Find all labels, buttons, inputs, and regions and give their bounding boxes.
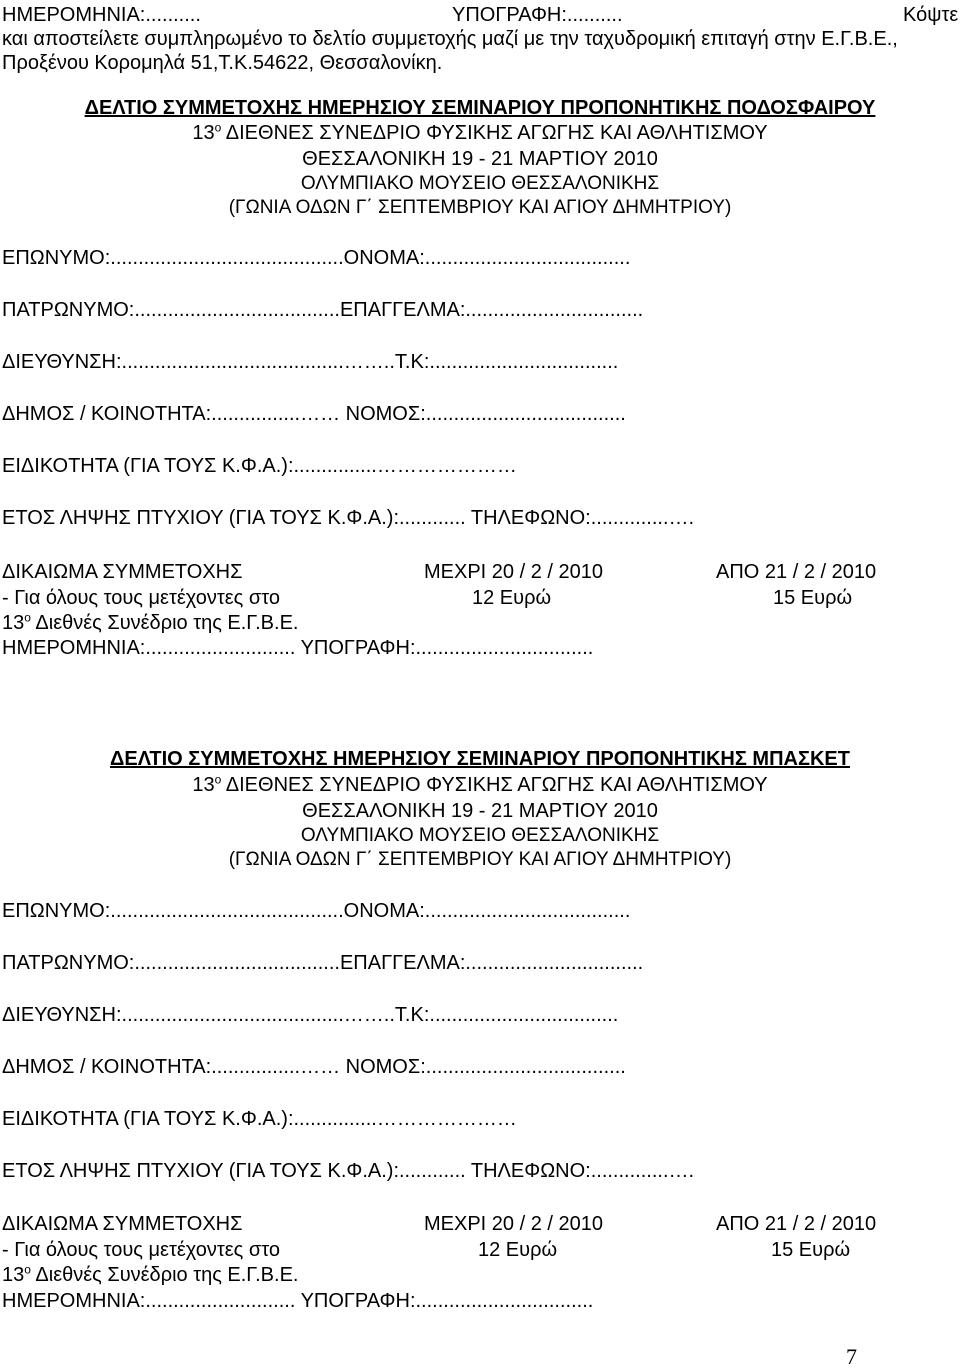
fathers-name-profession-field[interactable]: ΠΑΤΡΩΝΥΜΟ:.....................................ΕΠΑΓΓΕΛΜΑ:................................ xyxy=(2,952,644,974)
fee-participants-label: - Για όλους τους μετέχοντες στο xyxy=(2,587,280,609)
fee-from-date: ΑΠΟ 21 / 2 / 2010 xyxy=(716,1213,877,1235)
congress-number: 13 xyxy=(192,122,215,144)
venue-address: (ΓΩΝΙΑ ΟΔΩΝ Γ΄ ΣΕΠΤΕΜΒΡΙΟΥ ΚΑΙ ΑΓΙΟΥ ΔΗΜΗΤΡΙΟΥ) xyxy=(228,197,732,218)
venue-name: ΟΛΥΜΠΙΑΚΟ ΜΟΥΣΕΙΟ ΘΕΣΣΑΛΟΝΙΚΗΣ xyxy=(300,825,660,846)
congress-superscript: ο xyxy=(214,772,222,787)
form-title: ΔΕΛΤΙΟ ΣΥΜΜΕΤΟΧΗΣ ΗΜΕΡΗΣΙΟΥ ΣΕΜΙΝΑΡΙΟΥ ΠΡΟΠΟΝΗΤΙΚΗΣ ΜΠΑΣΚΕΤ xyxy=(110,748,850,770)
congress-superscript: ο xyxy=(214,120,222,135)
fee-congress-title: Διεθνές Συνέδριο της Ε.Γ.Β.Ε. xyxy=(30,612,299,634)
fee-until-date: ΜΕΧΡΙ 20 / 2 / 2010 xyxy=(424,1213,603,1235)
congress-number: 13 xyxy=(192,774,215,796)
specialty-field[interactable]: ΕΙΔΙΚΟΤΗΤΑ (ΓΙΑ ΤΟΥΣ Κ.Φ.Α.):...............………………… xyxy=(2,455,517,477)
address-postcode-field[interactable]: ΔΙΕΥΘΥΝΣΗ:........................................……..Τ.Κ:.................................. xyxy=(2,351,619,373)
fee-congress-superscript: ο xyxy=(24,610,31,625)
venue-address: (ΓΩΝΙΑ ΟΔΩΝ Γ΄ ΣΕΠΤΕΜΒΡΙΟΥ ΚΑΙ ΑΓΙΟΥ ΔΗΜΗΤΡΙΟΥ) xyxy=(228,849,732,870)
fathers-name-profession-field[interactable]: ΠΑΤΡΩΝΥΜΟ:.....................................ΕΠΑΓΓΕΛΜΑ:................................ xyxy=(2,299,644,321)
fee-congress-superscript: ο xyxy=(24,1262,31,1277)
intro-address: Προξένου Κορομηλά 51,Τ.Κ.54622, Θεσσαλονίκη. xyxy=(2,52,443,74)
degree-year-phone-field[interactable]: ΕΤΟΣ ΛΗΨΗΣ ΠΤΥΧΙΟΥ (ΓΙΑ ΤΟΥΣ Κ.Φ.Α.):............ ΤΗΛΕΦΩΝΟ:..............…. xyxy=(2,507,695,529)
fee-late-price: 15 Ευρώ xyxy=(771,1239,851,1261)
fee-congress-name xyxy=(2,1264,298,1286)
fee-until-date: ΜΕΧΡΙ 20 / 2 / 2010 xyxy=(424,561,603,583)
date-signature-field[interactable]: ΗΜΕΡΟΜΗΝΙΑ:........................... ΥΠΟΓΡΑΦΗ:................................ xyxy=(2,1290,594,1312)
intro-signature-label: ΥΠΟΓΡΑΦΗ:.......... xyxy=(452,4,623,26)
date-signature-field[interactable]: ΗΜΕΡΟΜΗΝΙΑ:........................... ΥΠΟΓΡΑΦΗ:................................ xyxy=(2,637,594,659)
surname-name-field[interactable]: ΕΠΩΝΥΜΟ:..........................................ΟΝΟΜΑ:..................................... xyxy=(2,900,631,922)
degree-year-phone-field[interactable]: ΕΤΟΣ ΛΗΨΗΣ ΠΤΥΧΙΟΥ (ΓΙΑ ΤΟΥΣ Κ.Φ.Α.):............ ΤΗΛΕΦΩΝΟ:..............…. xyxy=(2,1160,695,1182)
fee-label: ΔΙΚΑΙΩΜΑ ΣΥΜΜΕΤΟΧΗΣ xyxy=(2,561,243,583)
page-number: 7 xyxy=(846,1344,857,1369)
fee-congress-number: 13 xyxy=(2,612,25,634)
congress-title xyxy=(0,774,960,796)
fee-participants-label: - Για όλους τους μετέχοντες στο xyxy=(2,1239,280,1261)
intro-date-label: ΗΜΕΡΟΜΗΝΙΑ:.......... xyxy=(2,4,201,26)
intro-instructions: και αποστείλετε συμπληρωμένο το δελτίο συμμετοχής μαζί με την ταχυδρομική επιταγή στην Ε.Γ.Β.Ε., xyxy=(2,28,898,50)
congress-name: ΔΙΕΘΝΕΣ ΣΥΝΕΔΡΙΟ ΦΥΣΙΚΗΣ ΑΓΩΓΗΣ ΚΑΙ ΑΘΛΗΤΙΣΜΟΥ xyxy=(221,122,768,144)
fee-congress-title: Διεθνές Συνέδριο της Ε.Γ.Β.Ε. xyxy=(30,1264,299,1286)
fee-congress-name xyxy=(2,612,298,634)
fee-late-price: 15 Ευρώ xyxy=(773,587,853,609)
specialty-field[interactable]: ΕΙΔΙΚΟΤΗΤΑ (ΓΙΑ ΤΟΥΣ Κ.Φ.Α.):...............………………… xyxy=(2,1108,517,1130)
congress-city-dates: ΘΕΣΣΑΛΟΝΙΚΗ 19 - 21 ΜΑΡΤΙΟΥ 2010 xyxy=(302,148,658,170)
venue-name: ΟΛΥΜΠΙΑΚΟ ΜΟΥΣΕΙΟ ΘΕΣΣΑΛΟΝΙΚΗΣ xyxy=(300,173,660,194)
municipality-prefecture-field[interactable]: ΔΗΜΟΣ / ΚΟΙΝΟΤΗΤΑ:................…… ΝΟΜΟΣ:.................................... xyxy=(2,403,626,425)
surname-name-field[interactable]: ΕΠΩΝΥΜΟ:..........................................ΟΝΟΜΑ:..................................... xyxy=(2,247,631,269)
congress-city-dates: ΘΕΣΣΑΛΟΝΙΚΗ 19 - 21 ΜΑΡΤΙΟΥ 2010 xyxy=(302,800,658,822)
form-title: ΔΕΛΤΙΟ ΣΥΜΜΕΤΟΧΗΣ ΗΜΕΡΗΣΙΟΥ ΣΕΜΙΝΑΡΙΟΥ ΠΡΟΠΟΝΗΤΙΚΗΣ ΠΟΔΟΣΦΑΙΡΟΥ xyxy=(84,97,876,119)
fee-congress-number: 13 xyxy=(2,1264,25,1286)
fee-label: ΔΙΚΑΙΩΜΑ ΣΥΜΜΕΤΟΧΗΣ xyxy=(2,1213,243,1235)
address-postcode-field[interactable]: ΔΙΕΥΘΥΝΣΗ:........................................……..Τ.Κ:.................................. xyxy=(2,1004,619,1026)
municipality-prefecture-field[interactable]: ΔΗΜΟΣ / ΚΟΙΝΟΤΗΤΑ:................…… ΝΟΜΟΣ:.................................... xyxy=(2,1056,626,1078)
congress-title xyxy=(0,122,960,144)
fee-from-date: ΑΠΟ 21 / 2 / 2010 xyxy=(716,561,877,583)
intro-cut-label: Κόψτε xyxy=(903,4,959,26)
congress-name: ΔΙΕΘΝΕΣ ΣΥΝΕΔΡΙΟ ΦΥΣΙΚΗΣ ΑΓΩΓΗΣ ΚΑΙ ΑΘΛΗΤΙΣΜΟΥ xyxy=(221,774,768,796)
fee-early-price: 12 Ευρώ xyxy=(472,587,552,609)
fee-early-price: 12 Ευρώ xyxy=(478,1239,558,1261)
